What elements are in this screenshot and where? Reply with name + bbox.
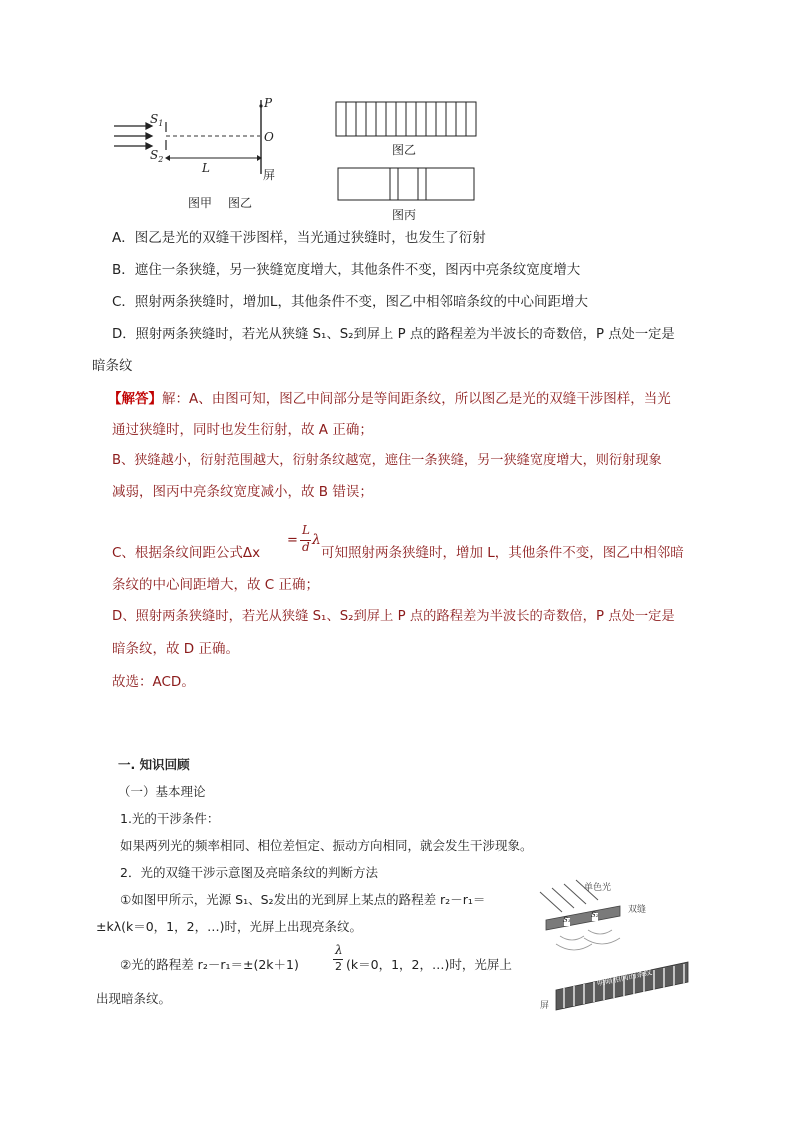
formula-lambda: λ xyxy=(312,532,321,548)
answer-c-line2: 条纹的中心间距增大，故 C 正确； xyxy=(112,577,320,593)
s2-label: $S_2$ xyxy=(150,148,164,164)
l-label: L xyxy=(202,161,210,175)
s1-slit-label: S₁ xyxy=(563,916,571,924)
s2-slit-label: S₂ xyxy=(591,911,599,919)
caption-yi-small: 图乙 xyxy=(228,196,253,210)
option-a: A．图乙是光的双缝干涉图样，当光通过狭缝时，也发生了衍射 xyxy=(112,230,486,246)
knowledge-sub: （一）基本理论 xyxy=(118,784,206,799)
option-c: C．照射两条狭缝时，增加L，其他条件不变，图乙中相邻暗条纹的中心间距增大 xyxy=(112,294,588,310)
option-d-line1: D．照射两条狭缝时，若光从狭缝 S₁、S₂到屏上 P 点的路程差为半波长的奇数倍，P 点处一定是 xyxy=(112,327,675,342)
answer-b-line1: B、狭缝越小，衍射范围越大，衍射条纹越宽，遮住一条狭缝，另一狭缝宽度增大，则衍射现象 xyxy=(112,453,662,468)
answer-choice: 故选：ACD。 xyxy=(112,674,195,690)
fringe-label: 明暗相间的条纹 xyxy=(596,967,653,988)
knowledge-p4-line2: ±kλ(k＝0，1，2，…)时，光屏上出现亮条纹。 xyxy=(96,919,362,934)
knowledge-p5-pre: ②光的路程差 r₂－r₁＝±(2k＋1) xyxy=(120,957,299,972)
fraction-den: 2 xyxy=(335,960,342,973)
answer-d-line2: 暗条纹，故 D 正确。 xyxy=(112,641,239,657)
caption-bing: 图丙 xyxy=(392,208,417,222)
experiment-figure xyxy=(110,92,490,222)
interference-sketch xyxy=(538,878,708,1014)
answer-c-post: 可知照射两条狭缝时，增加 L，其他条件不变，图乙中相邻暗 xyxy=(321,545,684,561)
caption-jia: 图甲 xyxy=(188,196,213,210)
slits-label: 双缝 xyxy=(628,905,647,915)
interference-illustration xyxy=(538,878,708,1014)
formula-eq: = xyxy=(287,533,298,548)
screen-label: 屏 xyxy=(263,168,276,182)
answer-d-line1: D、照射两条狭缝时，若光从狭缝 S₁、S₂到屏上 P 点的路程差为半波长的奇数倍，P 点处一定是 xyxy=(112,609,675,624)
formula-num: L xyxy=(302,523,310,537)
option-b: B．遮住一条狭缝，另一狭缝宽度增大，其他条件不变，图丙中亮条纹宽度增大 xyxy=(112,262,581,278)
knowledge-p5-line2: 出现暗条纹。 xyxy=(96,991,172,1006)
s1-label: $S_1$ xyxy=(150,112,164,128)
half-lambda-fraction xyxy=(333,943,345,977)
answer-a-line1: 【解答】解：A、由图可知，图乙中间部分是等间距条纹，所以图乙是光的双缝干涉图样，当光 xyxy=(108,391,671,407)
formula-den: d xyxy=(302,540,310,554)
knowledge-p5-post: (k＝0，1，2，…)时，光屏上 xyxy=(346,957,512,972)
knowledge-p2: 如果两列光的频率相同、相位差恒定、振动方向相同，就会发生干涉现象。 xyxy=(120,838,533,853)
answer-b-line2: 减弱，图丙中亮条纹宽度减小，故 B 错误； xyxy=(112,484,373,500)
fraction-num: λ xyxy=(335,943,343,957)
caption-yi: 图乙 xyxy=(392,143,417,157)
screen-illustration-label: 屏 xyxy=(540,1001,550,1011)
light-label: 单色光 xyxy=(584,883,612,893)
answer-tag: 【解答】 xyxy=(108,391,162,407)
answer-a-line2: 通过狭缝时，同时也发生衍射，故 A 正确； xyxy=(112,422,373,438)
spacing-formula xyxy=(287,523,321,563)
answer-c-line1: C、根据条纹间距公式Δx xyxy=(112,545,261,561)
knowledge-p4-line1: ①如图甲所示，光源 S₁、S₂发出的光到屏上某点的路程差 r₂－r₁＝ xyxy=(120,892,486,907)
double-slit-diagram xyxy=(110,92,490,222)
knowledge-heading: 一. 知识回顾 xyxy=(118,757,190,772)
o-label: O xyxy=(264,130,274,144)
knowledge-p3: 2．光的双缝干涉示意图及亮暗条纹的判断方法 xyxy=(120,865,378,880)
option-d-line2: 暗条纹 xyxy=(92,358,133,374)
knowledge-p1: 1.光的干涉条件： xyxy=(120,811,220,826)
p-label: P xyxy=(264,96,273,110)
